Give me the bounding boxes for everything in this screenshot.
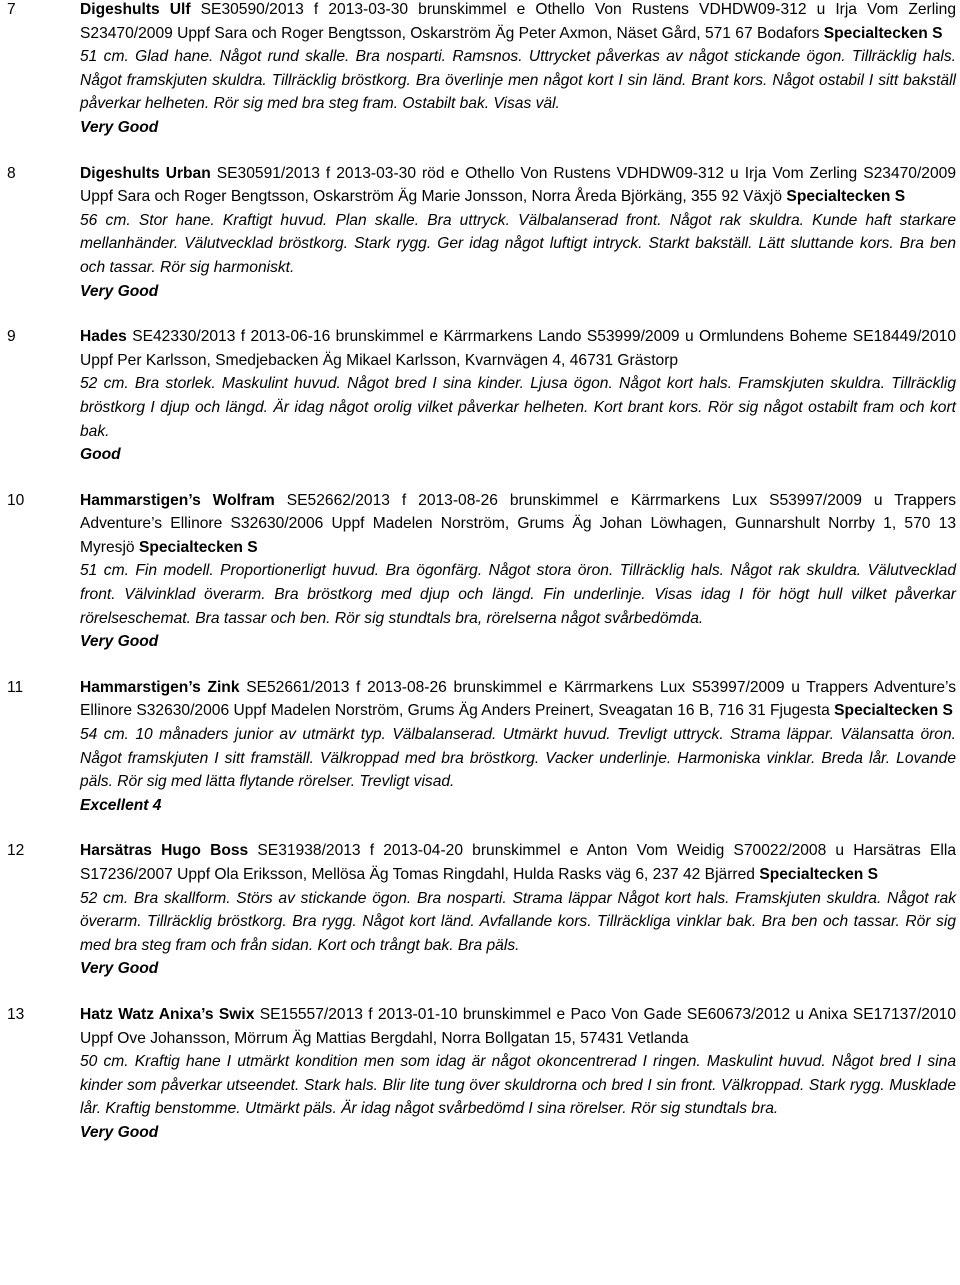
entry-header bbox=[80, 489, 956, 560]
dog-entry bbox=[0, 489, 960, 654]
dog-entry bbox=[0, 839, 960, 981]
dog-name: Hatz Watz Anixa’s Swix bbox=[80, 1005, 255, 1023]
dog-name: Hammarstigen’s Zink bbox=[80, 678, 240, 696]
dog-details: SE31938/2013 f 2013-04-20 brunskimmel e Anton Vom Weidig S70022/2008 u Harsätras Ella S17236/2007 Uppf Ola Eriksson, Mellösa Äg Tomas Ringdahl, Hulda Rasks väg 6, 237 42 Bjärred bbox=[80, 842, 956, 883]
entry-number: 13 bbox=[7, 1005, 25, 1023]
judge-critique: 52 cm. Bra storlek. Maskulint huvud. Något bred I sina kinder. Ljusa ögon. Något kort hals. Framskjuten skuldra. Tillräcklig bröstkorg I djup och längd. Är idag något orolig vilket påverkar helheten. Kort brant kors. Rör sig något ostabilt fram och kort bak. bbox=[80, 375, 956, 440]
dog-details: SE52662/2013 f 2013-08-26 brunskimmel e Kärrmarkens Lux S53997/2009 u Trappers Adventure’s Ellinore S32630/2006 Uppf Madelen Norström, Grums Äg Johan Löwhagen, Gunnarshult Norrby 1, 570 13 Myresjö bbox=[80, 491, 956, 556]
entry-header bbox=[80, 676, 956, 723]
dog-name: Harsätras Hugo Boss bbox=[80, 842, 249, 860]
dog-details: SE42330/2013 f 2013-06-16 brunskimmel e Kärrmarkens Lando S53999/2009 u Ormlundens Boheme SE18449/2010 Uppf Per Karlsson, Smedjebacken Äg Mikael Karlsson, Kvarnvägen 4, 46731 Grästorp bbox=[80, 328, 956, 369]
dog-name: Digeshults Ulf bbox=[80, 1, 191, 18]
entry-header bbox=[80, 0, 956, 45]
dog-entry bbox=[0, 676, 960, 818]
dog-name: Digeshults Urban bbox=[80, 164, 211, 182]
special-sign: Specialtecken S bbox=[834, 702, 953, 720]
entry-number: 9 bbox=[7, 328, 16, 346]
judge-critique: 51 cm. Glad hane. Något rund skalle. Bra nosparti. Ramsnos. Uttrycket påverkas av något stickande ögon. Tillräcklig hals. Något framskjuten skuldra. Tillräcklig bröstkorg. Bra överlinje men något kort I sin länd. Brant kors. Något ostabil I sitt bakställ påverkar helheten. Rör sig med bra steg fram. Ostabilt bak. Visas väl. bbox=[80, 48, 956, 113]
entry-number: 7 bbox=[7, 1, 16, 18]
grade: Very Good bbox=[80, 118, 159, 136]
dog-entry bbox=[0, 162, 960, 304]
grade: Very Good bbox=[80, 633, 159, 651]
judge-critique: 56 cm. Stor hane. Kraftigt huvud. Plan skalle. Bra uttryck. Välbalanserad front. Något rak skuldra. Kunde haft starkare mellanhänder. Välutvecklad bröstkorg. Stark rygg. Ger idag något luftigt intryck. Starkt bakställ. Lätt sluttande kors. Bra ben och tassar. Rör sig harmoniskt. bbox=[80, 211, 956, 276]
grade: Very Good bbox=[80, 1123, 159, 1141]
entry-number: 10 bbox=[7, 491, 25, 509]
dog-details: SE52661/2013 f 2013-08-26 brunskimmel e Kärrmarkens Lux S53997/2009 u Trappers Adventure’s Ellinore S32630/2006 Uppf Madelen Norström, Grums Äg Anders Preinert, Sveagatan 16 B, 716 31 Fjugesta bbox=[80, 678, 956, 720]
judge-critique: 50 cm. Kraftig hane I utmärkt kondition men som idag är något okoncentrerad I ringen. Maskulint huvud. Något bred I sina kinder som påverkar utseendet. Stark hals. Blir lite tung över skuldrorna och bred I sin front. Välkroppad. Stark rygg. Musklade lår. Kraftig benstomme. Utmärkt päls. Är idag något svårbedömd I sina rörelser. Rör sig stundtals bra. bbox=[80, 1053, 956, 1118]
grade: Excellent 4 bbox=[80, 796, 162, 814]
special-sign: Specialtecken S bbox=[823, 24, 943, 42]
judge-critique: 51 cm. Fin modell. Proportionerligt huvud. Bra ögonfärg. Något stora öron. Tillräcklig hals. Något rak skuldra. Välutvecklad front. Välvinklad överarm. Bra bröstkorg med djup och längd. Fin underlinje. Visas idag I för högt hull vilket påverkar rörelseschemat. Bra tassar och ben. Rör sig stundtals bra, rörelserna något svårbedömda. bbox=[80, 562, 956, 627]
entry-header bbox=[80, 839, 956, 886]
dog-name: Hammarstigen’s Wolfram bbox=[80, 491, 275, 509]
judge-critique: 54 cm. 10 månaders junior av utmärkt typ. Välbalanserad. Utmärkt huvud. Trevligt uttryck. Strama läppar. Välansatta öron. Något framskjuten I sitt framställ. Välkroppad med bra bröstkorg. Vacker underlinje. Harmoniska vinklar. Breda lår. Lovande päls. Rör sig med lätta flytande rörelser. Trevligt visad. bbox=[80, 726, 956, 791]
dog-entry bbox=[0, 0, 960, 140]
grade: Very Good bbox=[80, 282, 159, 300]
dog-entry bbox=[0, 325, 960, 467]
dog-details: SE30591/2013 f 2013-03-30 röd e Othello Von Rustens VDHDW09-312 u Irja Vom Zerling S23470/2009 Uppf Sara och Roger Bengtsson, Oskarström Äg Marie Jonsson, Norra Åreda Björkäng, 355 92 Växjö bbox=[80, 164, 956, 206]
special-sign: Specialtecken S bbox=[138, 538, 258, 556]
entry-header bbox=[80, 325, 956, 372]
grade: Very Good bbox=[80, 960, 159, 978]
entry-number: 11 bbox=[7, 678, 24, 696]
entry-header bbox=[80, 162, 956, 209]
dog-entry bbox=[0, 1003, 960, 1145]
grade: Good bbox=[80, 446, 121, 464]
entry-header bbox=[80, 1003, 956, 1050]
dog-name: Hades bbox=[80, 328, 127, 346]
special-sign: Specialtecken S bbox=[786, 188, 906, 206]
dog-details: SE30590/2013 f 2013-03-30 brunskimmel e Othello Von Rustens VDHDW09-312 u Irja Vom Zerling S23470/2009 Uppf Sara och Roger Bengtsson, Oskarström Äg Peter Axmon, Näset Gård, 571 67 Bodafors bbox=[80, 1, 956, 42]
entry-number: 12 bbox=[7, 842, 25, 860]
dog-details: SE15557/2013 f 2013-01-10 brunskimmel e Paco Von Gade SE60673/2012 u Anixa SE17137/2010 Uppf Ove Johansson, Mörrum Äg Mattias Bergdahl, Norra Bollgatan 15, 57431 Vetlanda bbox=[80, 1005, 956, 1047]
special-sign: Specialtecken S bbox=[759, 866, 879, 883]
entry-number: 8 bbox=[7, 164, 16, 182]
judge-critique: 52 cm. Bra skallform. Störs av stickande ögon. Bra nosparti. Strama läppar Något kort hals. Framskjuten skuldra. Något rak överarm. Tillräcklig bröstkorg. Bra rygg. Något kort länd. Avfallande kors. Tillräckliga vinklar bak. Bra ben och tassar. Rör sig med bra steg fram och från sidan. Kort och trångt bak. Bra päls. bbox=[80, 889, 956, 954]
